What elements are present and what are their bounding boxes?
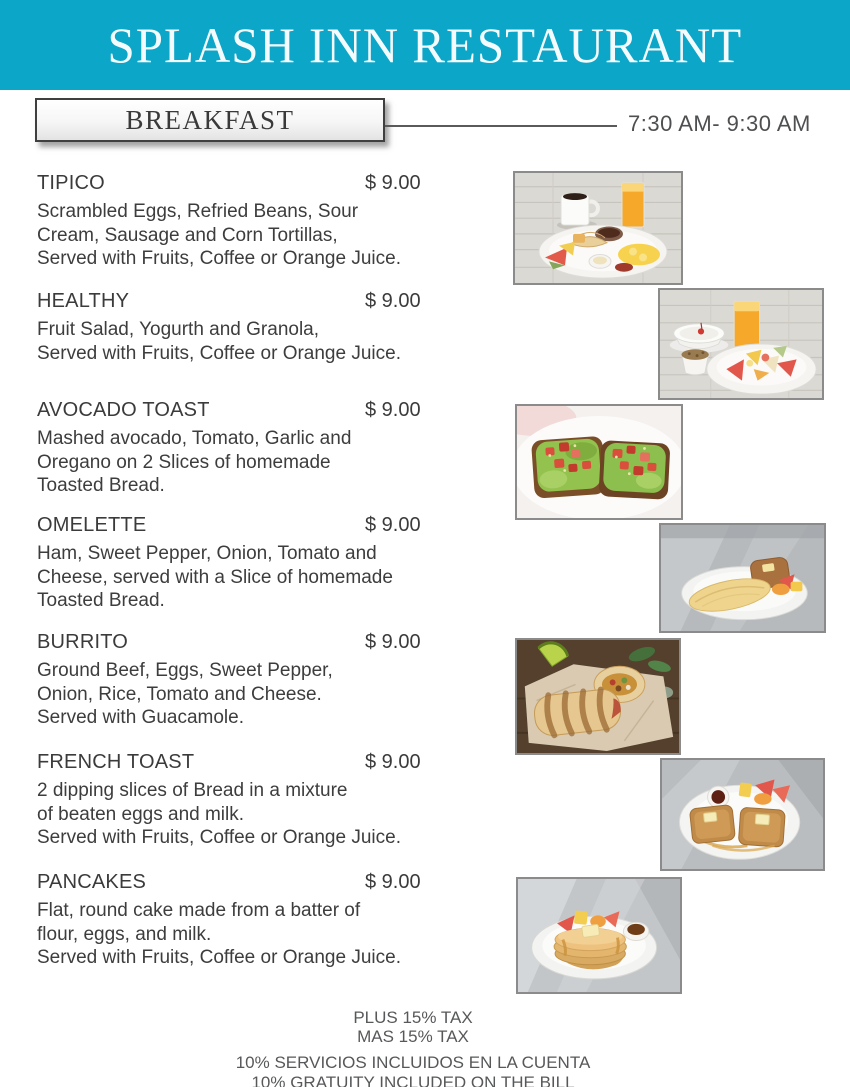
section-title: BREAKFAST	[125, 104, 295, 135]
tax-note-en: PLUS 15% TAX	[353, 1008, 473, 1027]
item-price: $ 9.00	[365, 871, 421, 893]
menu-item-tipico	[37, 171, 502, 271]
description-line: Toasted Bread.	[37, 475, 165, 496]
item-price: $ 9.00	[365, 399, 421, 421]
item-description	[37, 427, 502, 498]
item-description	[37, 200, 502, 271]
description-line: Scrambled Eggs, Refried Beans, Sour	[37, 201, 359, 222]
section-connector-line	[385, 125, 617, 127]
menu-item-french-toast	[37, 750, 502, 850]
breakfast-section-box	[35, 98, 385, 142]
photo-omelette	[659, 523, 826, 633]
description-line: Oregano on 2 Slices of homemade	[37, 451, 331, 473]
description-line: 2 dipping slices of Bread in a mixture	[37, 780, 348, 801]
menu-item-healthy	[37, 289, 502, 365]
photo-pancakes	[516, 877, 682, 994]
menu-item-avocado-toast	[37, 398, 502, 498]
description-line: Served with Guacamole.	[37, 707, 244, 728]
photo-french-toast	[660, 758, 825, 871]
gratuity-note-en: 10% GRATUITY INCLUDED ON THE BILL	[251, 1073, 575, 1087]
description-line: Served with Fruits, Coffee or Orange Juice.	[37, 342, 401, 364]
item-price: $ 9.00	[365, 514, 421, 536]
description-line: Onion, Rice, Tomato and Cheese.	[37, 683, 322, 705]
description-line: flour, eggs, and milk.	[37, 923, 212, 945]
description-line: Served with Fruits, Coffee or Orange Juice.	[37, 248, 401, 269]
item-price: $ 9.00	[365, 751, 421, 773]
description-line: Flat, round cake made from a batter of	[37, 900, 361, 921]
tax-note-es: MAS 15% TAX	[357, 1027, 469, 1046]
menu-item-pancakes	[37, 870, 502, 970]
item-price: $ 9.00	[365, 172, 421, 194]
item-description	[37, 659, 502, 730]
photo-tipico	[513, 171, 683, 285]
item-name: OMELETTE	[37, 514, 147, 536]
photo-healthy	[658, 288, 824, 400]
description-line: Mashed avocado, Tomato, Garlic and	[37, 428, 352, 449]
gratuity-note-es: 10% SERVICIOS INCLUIDOS EN LA CUENTA	[235, 1053, 591, 1072]
description-line: Served with Fruits, Coffee or Orange Juice.	[37, 947, 401, 968]
item-name: BURRITO	[37, 631, 129, 653]
item-description	[37, 779, 502, 850]
description-line: Cream, Sausage and Corn Tortillas,	[37, 224, 338, 246]
item-name: TIPICO	[37, 172, 105, 194]
menu-item-burrito	[37, 630, 502, 730]
item-description	[37, 542, 502, 613]
section-hours: 7:30 AM- 9:30 AM	[628, 111, 811, 136]
item-name: FRENCH TOAST	[37, 751, 195, 773]
description-line: Toasted Bread.	[37, 590, 165, 611]
description-line: Fruit Salad, Yogurth and Granola,	[37, 319, 320, 340]
description-line: Ground Beef, Eggs, Sweet Pepper,	[37, 660, 333, 681]
item-description	[37, 899, 502, 970]
description-line: of beaten eggs and milk.	[37, 803, 245, 825]
footer-notes	[0, 1008, 826, 1087]
item-name: PANCAKES	[37, 871, 147, 893]
item-price: $ 9.00	[365, 631, 421, 653]
photo-burrito	[515, 638, 681, 755]
description-line: Ham, Sweet Pepper, Onion, Tomato and	[37, 543, 377, 564]
item-name: AVOCADO TOAST	[37, 399, 210, 421]
photo-avocado-toast	[515, 404, 683, 520]
item-price: $ 9.00	[365, 290, 421, 312]
restaurant-title: SPLASH INN RESTAURANT	[107, 17, 743, 73]
header-banner	[0, 0, 850, 90]
description-line: Cheese, served with a Slice of homemade	[37, 566, 393, 588]
item-name: HEALTHY	[37, 290, 130, 312]
item-description	[37, 318, 502, 365]
menu-item-omelette	[37, 513, 502, 613]
description-line: Served with Fruits, Coffee or Orange Juice.	[37, 827, 401, 848]
